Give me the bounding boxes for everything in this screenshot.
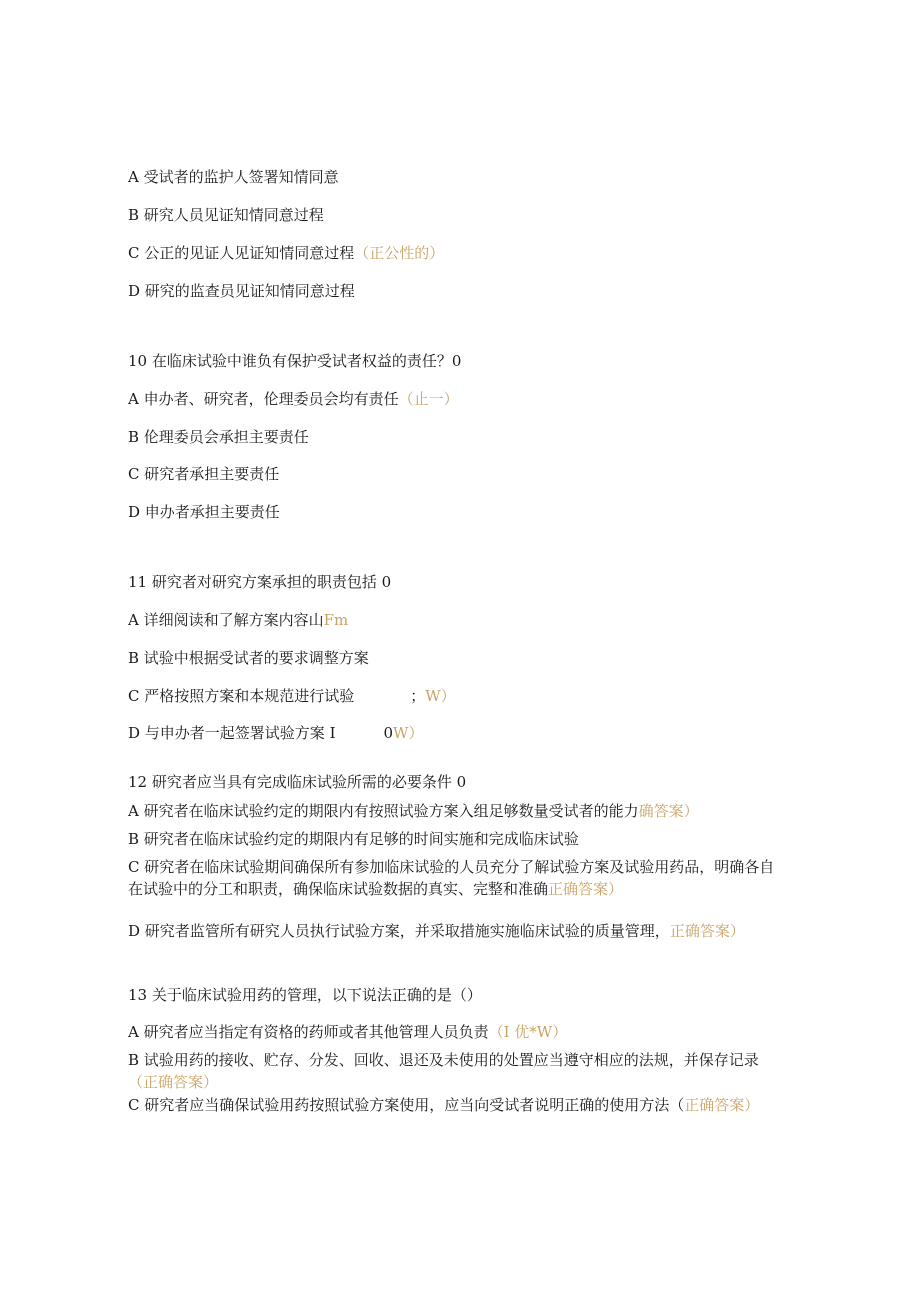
q13-option-c [128,1094,778,1116]
option-mid: 0 [383,724,394,742]
q10-option-c [128,463,778,485]
option-text: C 研究者在临床试验期间确保所有参加临床试验的人员充分了解试验方案及试验用药品，明确各自在试验中的分工和职责，确保临床试验数据的真实、完整和准确 [128,858,775,898]
answer-note: 正确答案） [548,880,624,898]
q11-option-a [128,609,778,631]
q13-option-b [128,1049,778,1093]
option-text: D 研究的监查员见证知情同意过程 [128,282,355,300]
option-text: D 申办者承担主要责任 [128,503,280,521]
q10-option-d [128,501,778,523]
option-mid: ； [410,687,426,705]
q11-stem [128,571,778,593]
option-text: A 研究者在临床试验约定的期限内有按照试验方案入组足够数量受试者的能力 [128,802,639,820]
answer-note: 确答案） [638,802,699,820]
answer-note: 正确答案） [684,1096,760,1114]
question-stem: 13 关于临床试验用药的管理，以下说法正确的是（） [128,986,482,1004]
answer-note: （I 优*W） [488,1023,568,1041]
q11-option-c [128,685,778,707]
q10-option-b [128,426,778,448]
option-text: D 研究者监管所有研究人员执行试验方案，并采取措施实施临床试验的质量管理， [128,922,670,940]
option-text: C 公正的见证人见证知情同意过程 [128,244,355,262]
option-text: C 严格按照方案和本规范进行试验 [128,687,355,705]
option-text: A 详细阅读和了解方案内容山 [128,611,324,629]
answer-note: W） [393,724,424,742]
option-text: B 试验中根据受试者的要求调整方案 [128,649,369,667]
option-text: C 研究者应当确保试验用药按照试验方案使用，应当向受试者说明正确的使用方法（ [128,1096,685,1114]
option-text: B 伦理委员会承担主要责任 [128,428,309,446]
option-text: A 申办者、研究者，伦理委员会均有责任 [128,390,399,408]
q10-option-a [128,388,778,410]
option-text: B 试验用药的接收、贮存、分发、回收、退还及未使用的处置应当遵守相应的法规，并保存记录 [128,1051,759,1069]
answer-note: 正确答案） [669,922,745,940]
answer-note: （正确答案） [128,1073,219,1091]
q12-option-c [128,856,778,900]
q9-option-d [128,280,778,302]
q9-option-a [128,166,778,188]
option-text: A 研究者应当指定有资格的药师或者其他管理人员负责 [128,1023,489,1041]
answer-note: （止一） [398,390,459,408]
option-text: D 与申办者一起签署试验方案 I [128,724,336,742]
answer-note: Fm [323,611,349,629]
question-stem: 10 在临床试验中谁负有保护受试者权益的责任？0 [128,352,462,370]
option-text: C 研究者承担主要责任 [128,465,280,483]
option-text: A 受试者的监护人签署知情同意 [128,168,339,186]
q12-stem [128,771,778,793]
question-stem: 12 研究者应当具有完成临床试验所需的必要条件 0 [128,773,467,791]
q11-option-b [128,647,778,669]
q9-option-c [128,242,778,264]
q12-option-a [128,800,778,822]
answer-note: W） [425,687,456,705]
q11-option-d [128,722,778,744]
answer-note: （正公性的） [354,244,445,262]
q12-option-d [128,920,778,942]
option-text: B 研究者在临床试验约定的期限内有足够的时间实施和完成临床试验 [128,830,579,848]
q10-stem [128,350,778,372]
question-stem: 11 研究者对研究方案承担的职责包括 0 [128,573,392,591]
q13-option-a [128,1021,778,1043]
option-text: B 研究人员见证知情同意过程 [128,206,324,224]
q12-option-b [128,828,778,850]
q9-option-b [128,204,778,226]
q13-stem [128,984,778,1006]
